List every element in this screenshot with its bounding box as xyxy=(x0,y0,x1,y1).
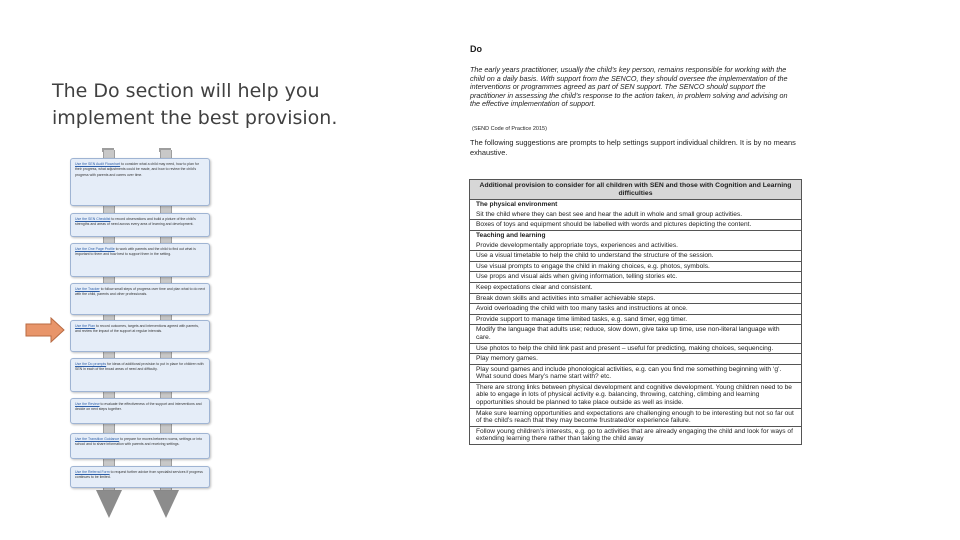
table-row: Follow young children’s interests, e.g. go to activities that are already engaging the child and look for ways of extending learning there rather than taking the child away xyxy=(470,426,802,444)
table-section-heading: The physical environment xyxy=(470,200,802,210)
pointer-arrow-icon xyxy=(25,317,65,343)
table-row: Keep expectations clear and consistent. xyxy=(470,282,802,293)
flowchart-step xyxy=(70,398,210,424)
flowchart-step-link[interactable]: Use the Tracker xyxy=(75,287,100,291)
flowchart-step xyxy=(70,243,210,277)
flowchart-step-text: to follow small steps of progress over time and plan what to do next with the child, parents and other professionals. xyxy=(75,287,205,297)
table-row: Use photos to help the child link past and present – useful for predicting, making choices, sequencing. xyxy=(470,343,802,354)
flowchart-step xyxy=(70,358,210,392)
table-row: Avoid overloading the child with too many tasks and instructions at once. xyxy=(470,304,802,315)
table-row: Modify the language that adults use; reduce, slow down, give take up time, use non-literal language with care. xyxy=(470,325,802,343)
table-row: Provide developmentally appropriate toys, experiences and activities. xyxy=(470,241,802,251)
quote-reference: (SEND Code of Practice 2015) xyxy=(472,126,547,132)
down-arrow-right-icon xyxy=(153,490,179,518)
table-row: There are strong links between physical development and cognitive development. Young children need to be able to engage in lots of physical activity e.g. balancing, throwing, catching, climbing and learning opportunities should be planned to take place outside as well as inside. xyxy=(470,382,802,408)
intro-paragraph: The following suggestions are prompts to help settings support individual children. It is by no means exhaustive. xyxy=(470,138,796,157)
table-row: Break down skills and activities into smaller achievable steps. xyxy=(470,293,802,304)
table-row: Boxes of toys and equipment should be labelled with words and pictures depicting the content. xyxy=(470,220,802,231)
table-row: Provide support to manage time limited tasks, e.g. sand timer, egg timer. xyxy=(470,314,802,325)
flowchart-step xyxy=(70,466,210,488)
flowchart-step-text: to consider what a child may need, how to plan for their progress, what adjustments could be made, and how to review the child's progress with parents and carers over time. xyxy=(75,162,199,177)
table-row: Play sound games and include phonological activities, e.g. can you find me something beginning with ‘g’. What sound does Mary’s name start with? etc. xyxy=(470,364,802,382)
flowchart-step-link[interactable]: Use the Plan xyxy=(75,324,96,328)
table-row: Use visual prompts to engage the child in making choices, e.g. photos, symbols. xyxy=(470,261,802,272)
code-of-practice-quote: The early years practitioner, usually the child’s key person, remains responsible for working with the child on a daily basis. With support from the SENCO, they should oversee the implementation of the interventions or programmes agreed as part of SEN support. The SENCO should support the practitioner in assessing the child’s response to the action taken, in problem solving and advising on the effective implementation of support. xyxy=(470,65,788,109)
flowchart-step-text: to prepare for moves between rooms, settings or into school and to share information with parents and receiving settings. xyxy=(75,437,203,447)
document-title: Do xyxy=(470,44,482,54)
flowchart-step xyxy=(70,283,210,315)
slide-caption: The Do section will help you implement the best provision. xyxy=(52,80,338,129)
flowchart-step-link[interactable]: Use the One Page Profile xyxy=(75,247,115,251)
flowchart-step-text: to record observations and build a picture of the child's strengths and areas of need across every area of learning and development. xyxy=(75,217,196,227)
document-page xyxy=(462,38,807,508)
table-row: Sit the child where they can best see and hear the adult in whole and small group activities. xyxy=(470,210,802,220)
table-row: Make sure learning opportunities and expectations are challenging enough to be interesting but not so far out of the child’s reach that they may become frustrated/or experience failure. xyxy=(470,408,802,426)
table-section-heading: Teaching and learning xyxy=(470,230,802,240)
flowchart-step-text: for ideas of additional provision to put in place for children with SEN in each of the broad areas of need and difficulty. xyxy=(75,362,204,372)
provision-table xyxy=(469,179,802,445)
flowchart-step-link[interactable]: Use the Transition Guidance xyxy=(75,437,120,441)
flowchart-step-link[interactable]: Use the Review xyxy=(75,402,100,406)
flowchart-step-link[interactable]: Use the SEN Checklist xyxy=(75,217,111,221)
flowchart-step-link[interactable]: Use the SEN Audit Flowchart xyxy=(75,162,121,166)
down-arrow-left-icon xyxy=(96,490,122,518)
flowchart-step-text: to evaluate the effectiveness of the support and interventions and decide on next steps together. xyxy=(75,402,202,412)
flowchart-step xyxy=(70,213,210,237)
flowchart-step xyxy=(70,320,210,352)
flowchart-step xyxy=(70,433,210,459)
table-row: Play memory games. xyxy=(470,354,802,365)
flowchart-step-text: to record outcomes, targets and interventions agreed with parents, and review the impact of the support at regular intervals. xyxy=(75,324,199,334)
flowchart-step-link[interactable]: Use the Do prompts xyxy=(75,362,107,366)
flowchart-step-link[interactable]: Use the Referral Form xyxy=(75,470,110,474)
flowchart-step-text: to request further advice from specialist services if progress continues to be limited. xyxy=(75,470,203,480)
flowchart xyxy=(60,148,220,520)
flowchart-step xyxy=(70,158,210,206)
table-header: Additional provision to consider for all children with SEN and those with Cognition and Learning difficulties xyxy=(470,180,802,200)
table-row: Use props and visual aids when giving information, telling stories etc. xyxy=(470,272,802,283)
flowchart-step-text: to work with parents and the child to find out what is important to them and how best to support them in the setting. xyxy=(75,247,196,257)
table-row: Use a visual timetable to help the child to understand the structure of the session. xyxy=(470,251,802,262)
